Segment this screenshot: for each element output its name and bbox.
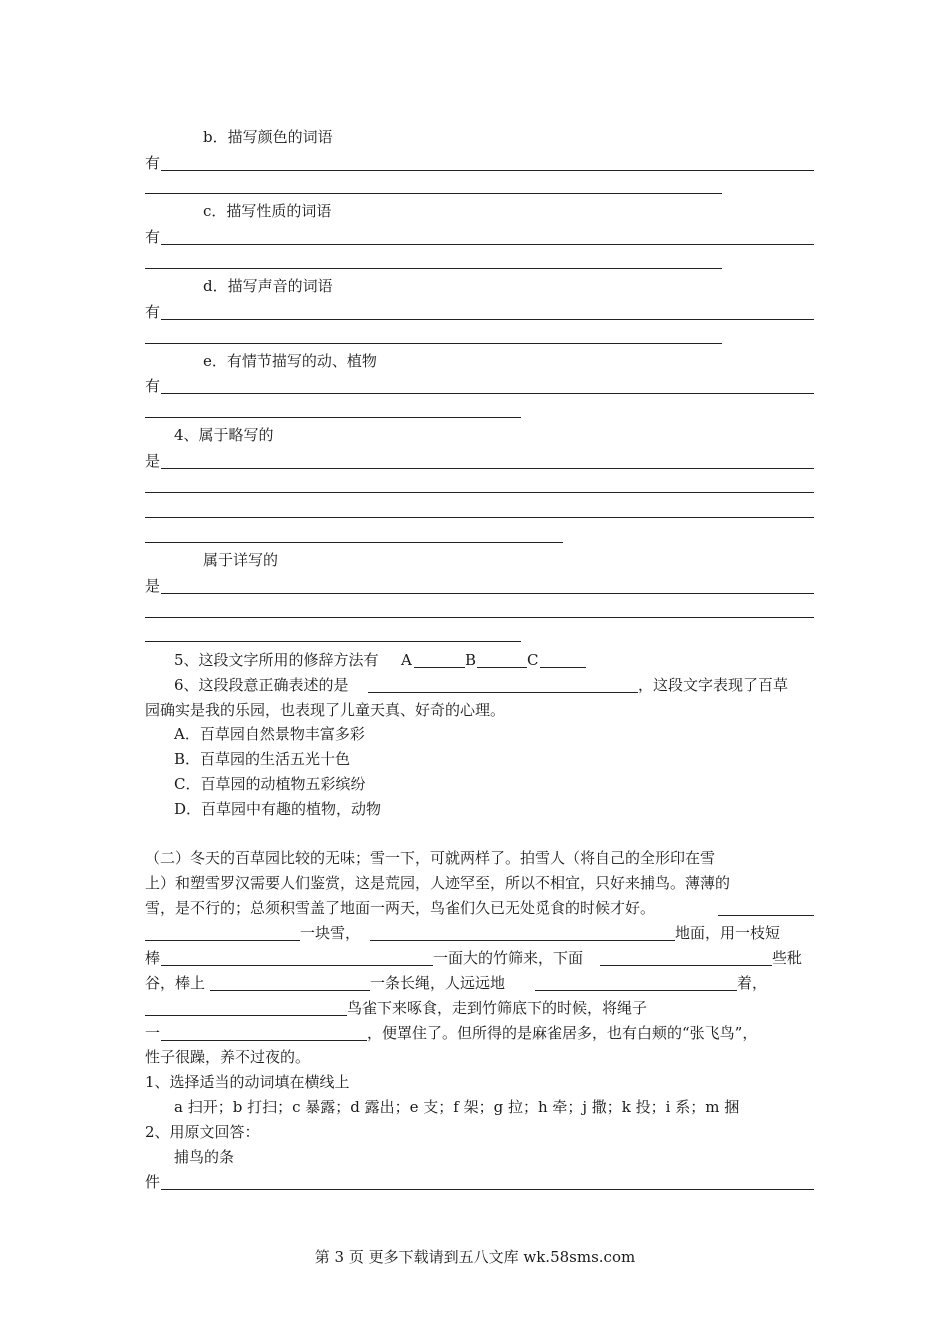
answer-prefix: 有	[145, 154, 161, 172]
fill-blank[interactable]	[210, 990, 370, 991]
passage-line: 谷，棒上	[145, 974, 206, 992]
answer-prefix: 是	[145, 452, 161, 470]
page-footer: 第 3 页 更多下载请到五八文库 wk.58sms.com	[314, 1248, 636, 1266]
passage-line: 上）和塑雪罗汉需要人们鉴赏，这是荒园，人迹罕至，所以不相宜，只好来捕鸟。薄薄的	[145, 874, 731, 892]
blank-b-label: B	[465, 651, 477, 669]
answer-prefix: 是	[145, 577, 161, 595]
option-b[interactable]: B．百草园的生活五光十色	[174, 750, 351, 768]
fill-blank[interactable]	[718, 915, 814, 916]
fill-blank[interactable]	[161, 1040, 367, 1041]
passage-line: 鸟雀下来啄食，走到竹筛底下的时候，将绳子	[347, 999, 648, 1017]
answer-prefix: 有	[145, 377, 161, 395]
answer-line[interactable]	[161, 468, 814, 469]
fill-blank[interactable]	[535, 990, 737, 991]
question-5: 5、这段文字所用的修辞方法有	[174, 651, 379, 669]
question-6: 6、这段段意正确表述的是	[174, 676, 349, 694]
answer-line[interactable]	[145, 343, 722, 344]
fill-blank[interactable]	[161, 965, 433, 966]
blank-c-label: C	[527, 651, 539, 669]
answer-line[interactable]	[145, 641, 521, 642]
passage-line: 地面，用一枝短	[675, 924, 781, 942]
passage-line: 着，	[737, 974, 768, 992]
answer-prefix: 有	[145, 303, 161, 321]
passage-line: 性子很躁，养不过夜的。	[145, 1048, 311, 1066]
fill-blank[interactable]	[370, 940, 675, 941]
question-4: 4、属于略写的	[174, 426, 274, 444]
question-1: 1、选择适当的动词填在横线上	[145, 1073, 350, 1091]
passage-line: （二）冬天的百草园比较的无味；雪一下，可就两样了。拍雪人（将自己的全形印在雪	[145, 849, 716, 867]
passage-line: 棒	[145, 949, 161, 967]
answer-prefix: 有	[145, 228, 161, 246]
answer-line[interactable]	[145, 492, 814, 493]
passage-line: 一条长绳，人远远地	[370, 974, 506, 992]
option-a[interactable]: A．百草园自然景物丰富多彩	[174, 725, 365, 743]
answer-line[interactable]	[145, 193, 722, 194]
item-e-label: e．有情节描写的动、植物	[203, 352, 377, 370]
question-2: 2、用原文回答：	[145, 1123, 260, 1141]
detail-label: 属于详写的	[203, 551, 279, 569]
answer-line[interactable]	[145, 517, 814, 518]
passage-line: 一面大的竹筛来，下面	[433, 949, 584, 967]
answer-line[interactable]	[161, 593, 814, 594]
passage-line: 雪，是不行的；总须积雪盖了地面一两天，鸟雀们久已无处觅食的时候才好。	[145, 899, 656, 917]
option-d[interactable]: D．百草园中有趣的植物，动物	[174, 800, 382, 818]
answer-prefix: 件	[145, 1173, 161, 1191]
blank-a[interactable]	[414, 667, 465, 668]
question-6-line2: 园确实是我的乐园，也表现了儿童天真、好奇的心理。	[145, 701, 506, 719]
answer-line[interactable]	[161, 1189, 814, 1190]
question-6-cont: ，这段文字表现了百草	[638, 676, 789, 694]
answer-line[interactable]	[161, 393, 814, 394]
blank-c[interactable]	[540, 667, 586, 668]
answer-line[interactable]	[145, 542, 563, 543]
item-c-label: c．描写性质的词语	[203, 202, 332, 220]
answer-line[interactable]	[145, 268, 722, 269]
fill-blank[interactable]	[600, 965, 772, 966]
blank-b[interactable]	[477, 667, 527, 668]
answer-line[interactable]	[145, 617, 814, 618]
fill-blank[interactable]	[145, 1015, 347, 1016]
blank-a-label: A	[401, 651, 412, 669]
fill-blank[interactable]	[145, 940, 300, 941]
item-b-label: b．描写颜色的词语	[203, 128, 333, 146]
answer-line[interactable]	[161, 170, 814, 171]
verb-choices: a 扫开；b 打扫；c 暴露；d 露出；e 支；f 架；g 拉；h 牵；j 撒；k 投；i 系；m 捆	[174, 1098, 740, 1116]
answer-line[interactable]	[145, 417, 521, 418]
catch-label: 捕鸟的条	[174, 1148, 235, 1166]
passage-line: ，便罩住了。但所得的是麻雀居多，也有白颊的“张飞鸟”，	[367, 1024, 758, 1042]
passage-line: 一	[145, 1024, 161, 1042]
item-d-label: d．描写声音的词语	[203, 277, 333, 295]
answer-line[interactable]	[368, 692, 638, 693]
passage-line: 一块雪，	[300, 924, 361, 942]
answer-line[interactable]	[161, 319, 814, 320]
answer-line[interactable]	[161, 244, 814, 245]
passage-line: 些秕	[772, 949, 803, 967]
option-c[interactable]: C．百草园的动植物五彩缤纷	[174, 775, 366, 793]
